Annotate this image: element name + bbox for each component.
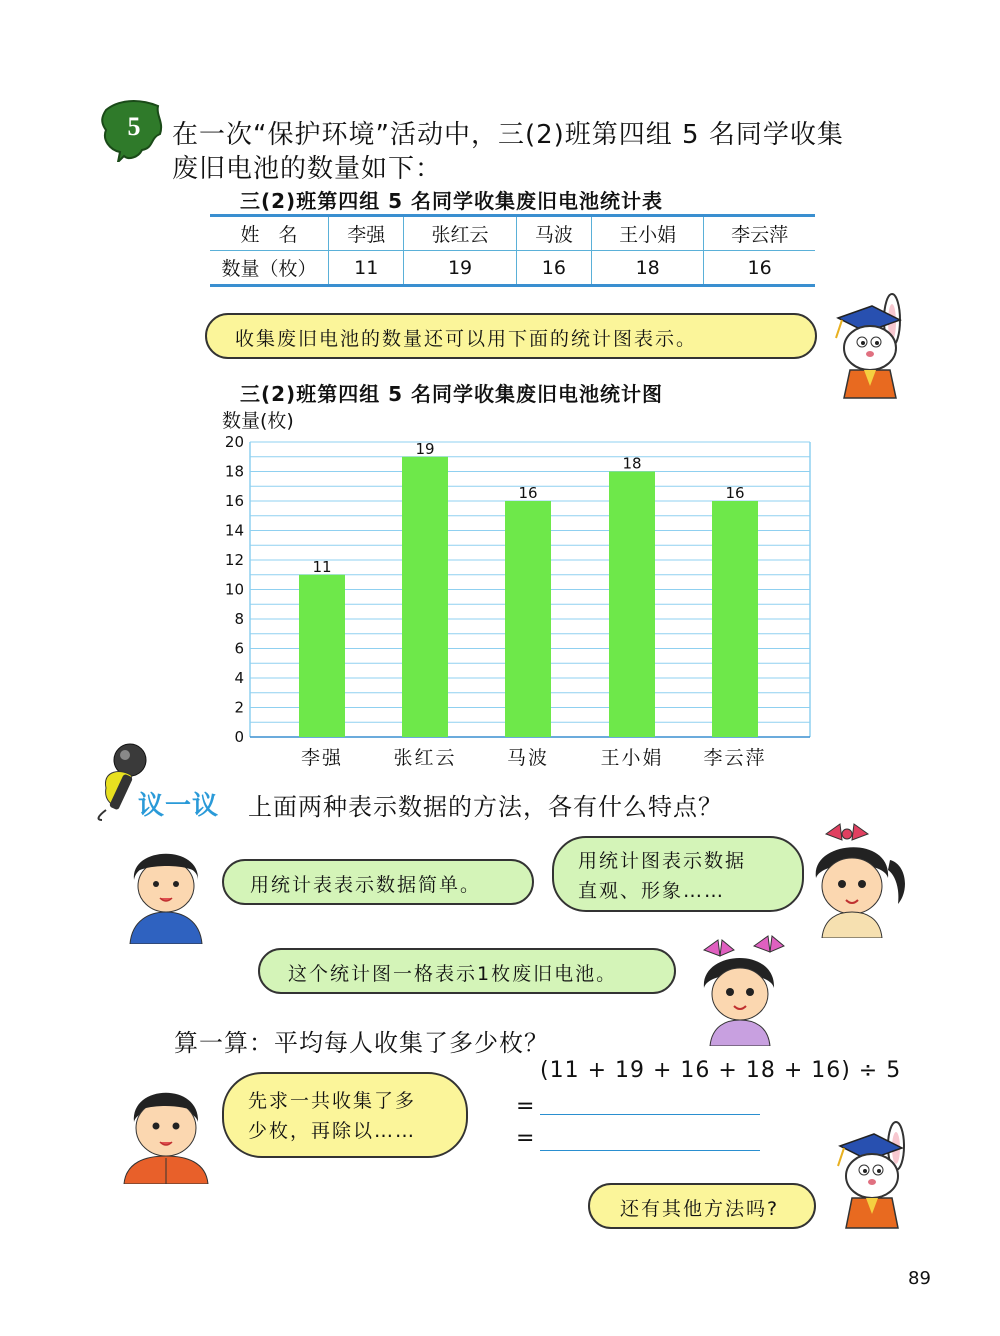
x-tick-label: 马波 [506, 747, 550, 769]
bar [505, 501, 551, 737]
speech-text: 这个统计图一格表示1枚废旧电池。 [288, 963, 618, 985]
boy-orange-jacket-icon [116, 1078, 216, 1184]
y-tick-label: 0 [234, 728, 244, 746]
x-tick-label: 李强 [300, 747, 344, 769]
table-cell: 李强 [329, 216, 404, 251]
calc-expression: (11 + 19 + 16 + 18 + 16) ÷ 5 [540, 1058, 902, 1083]
problem-text-line2: 废旧电池的数量如下： [172, 154, 443, 184]
data-label: 19 [415, 439, 435, 458]
speech-bubble-girl1 [552, 836, 804, 912]
problem-text-line1: 在一次“保护环境”活动中，三(2)班第四组 5 名同学收集 [172, 120, 844, 150]
chart-title: 三(2)班第四组 5 名同学收集废旧电池统计图 [240, 382, 664, 406]
y-tick-label: 12 [224, 551, 244, 569]
speech-bubble-girl2 [258, 948, 676, 994]
page-number: 89 [908, 1268, 931, 1289]
girl-pink-bows-icon [690, 930, 790, 1046]
answer-blank-1[interactable] [540, 1114, 760, 1115]
table-cell: 16 [516, 251, 591, 286]
discuss-question: 上面两种表示数据的方法，各有什么特点？ [248, 793, 723, 821]
table-cell: 16 [704, 251, 815, 286]
data-label: 16 [725, 484, 745, 502]
speech-text: 少枚，再除以…… [248, 1120, 417, 1142]
y-tick-label: 14 [224, 521, 244, 540]
speech-text: 直观、形象…… [578, 880, 726, 902]
data-label: 18 [622, 454, 642, 473]
bar [402, 457, 448, 737]
speech-text: 先求一共收集了多 [248, 1090, 417, 1112]
problem-number: 5 [127, 112, 141, 141]
equals-sign-1: = [516, 1094, 535, 1119]
table-cell: 18 [592, 251, 704, 286]
y-tick-label: 18 [224, 462, 244, 481]
bar [609, 472, 655, 738]
y-tick-label: 8 [234, 610, 244, 628]
girl-red-bow-icon [806, 820, 910, 938]
speech-bubble-boy2 [222, 1072, 468, 1158]
y-axis-label: 数量(枚) [222, 410, 294, 432]
bar [712, 501, 758, 737]
bar-chart [200, 405, 820, 785]
speech-text: 还有其他方法吗? [620, 1198, 780, 1220]
table-row [210, 216, 815, 251]
y-tick-label: 20 [224, 433, 244, 451]
y-tick-label: 6 [234, 639, 244, 658]
speech-bubble-rabbit-top [205, 313, 817, 359]
x-tick-label: 李云萍 [703, 747, 767, 769]
speech-bubble-rabbit-bottom [588, 1183, 816, 1229]
x-tick-label: 王小娟 [600, 747, 664, 769]
table-row [210, 251, 815, 286]
equals-sign-2: = [516, 1126, 535, 1151]
y-tick-label: 2 [234, 698, 244, 717]
speech-text: 用统计表表示数据简单。 [250, 874, 482, 896]
table-title: 三(2)班第四组 5 名同学收集废旧电池统计表 [240, 189, 664, 213]
rabbit-doctor-icon-bottom [826, 1118, 922, 1230]
speech-text: 收集废旧电池的数量还可以用下面的统计图表示。 [235, 328, 698, 350]
data-label: 11 [312, 557, 332, 576]
x-tick-label: 张红云 [393, 747, 457, 769]
table-cell: 马波 [516, 216, 591, 251]
statistics-table [210, 214, 815, 287]
y-tick-label: 10 [224, 580, 244, 599]
y-tick-label: 4 [234, 669, 244, 687]
table-cell: 王小娟 [592, 216, 704, 251]
table-cell: 数量（枚） [221, 258, 317, 280]
speech-bubble-boy1 [222, 859, 534, 905]
speech-text: 用统计图表示数据 [578, 850, 747, 872]
discuss-badge: 议一议 [138, 791, 220, 821]
table-cell: 张红云 [404, 216, 516, 251]
table-cell: 姓 名 [210, 216, 329, 251]
table-cell: 19 [404, 251, 516, 286]
rabbit-doctor-icon [820, 290, 920, 400]
table-cell: 李云萍 [704, 216, 815, 251]
calc-question: 算一算：平均每人收集了多少枚？ [174, 1029, 549, 1057]
bar [299, 575, 345, 737]
answer-blank-2[interactable] [540, 1150, 760, 1151]
data-label: 16 [518, 484, 538, 502]
boy-blue-sweater-icon [120, 838, 212, 944]
table-cell: 11 [329, 251, 404, 286]
y-tick-label: 16 [224, 492, 244, 510]
